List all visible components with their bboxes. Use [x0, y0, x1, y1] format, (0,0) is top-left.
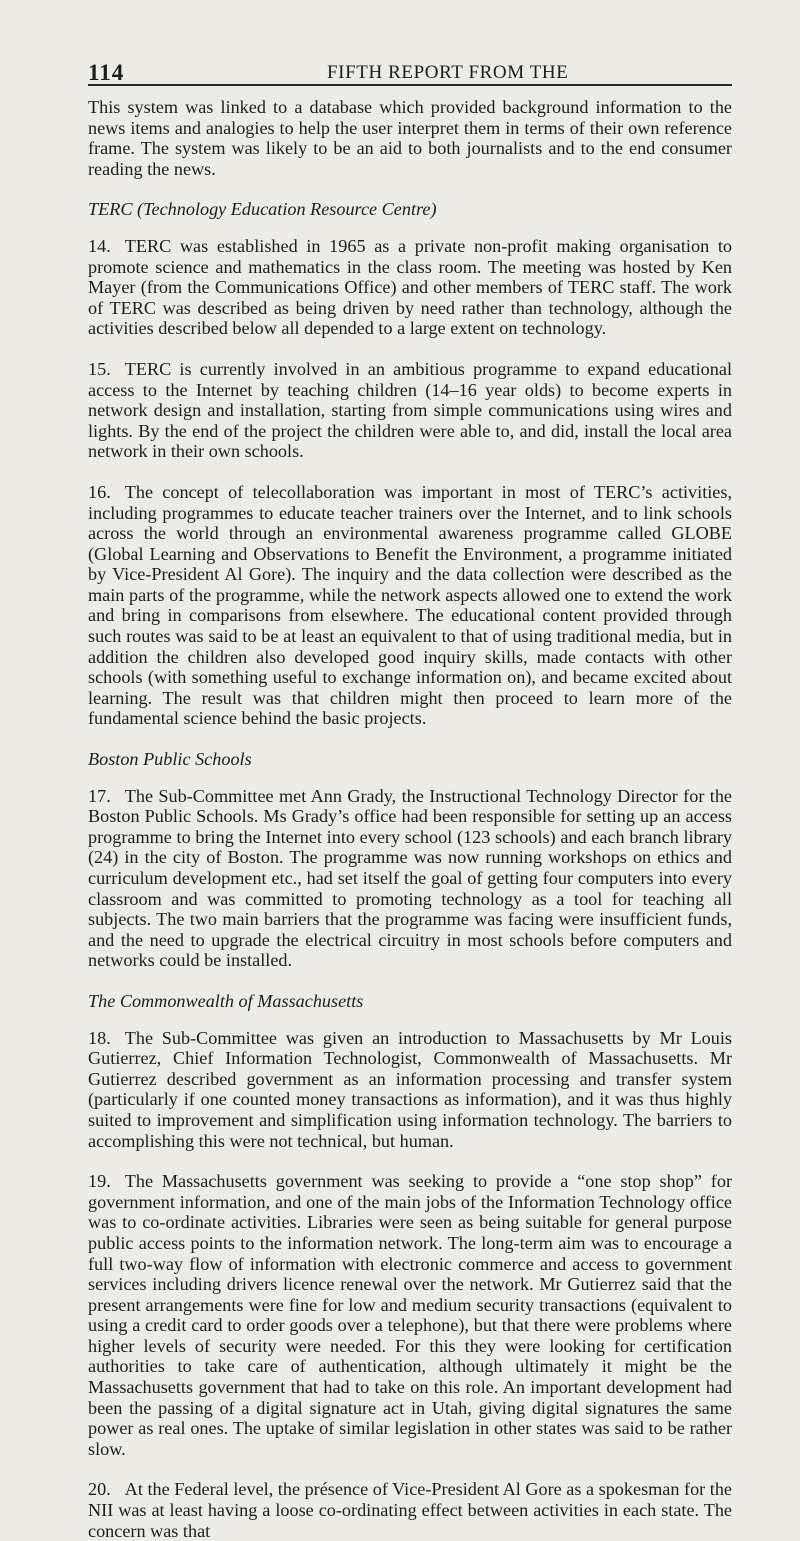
- paragraph-text: TERC was established in 1965 as a private non-profit making organisation to promote science and mathematics in the class room. The meeting was hosted by Ken Mayer (from the Communications Office) and other members of TERC staff. The work of TERC was described as being driven by need rather than technology, although the activities described below all depended to a large extent on technology.: [88, 235, 732, 339]
- paragraph-text: The Sub-Committee was given an introduction to Massachusetts by Mr Louis Gutierrez, Chief Information Technologist, Commonwealth of Massachusetts. Mr Gutierrez described government as an information processing and transfer system (particularly if one counted money transactions as information), and it was thus highly suited to improvement and simplification using information technology. The barriers to accomplishing this were not technical, but human.: [88, 1027, 732, 1151]
- paragraph-14: [88, 236, 732, 339]
- running-head: FIFTH REPORT FROM THE: [327, 62, 569, 83]
- section-heading-boston: Boston Public Schools: [88, 749, 252, 770]
- paragraph-number: 17.: [88, 785, 111, 806]
- paragraph-19: [88, 1171, 732, 1459]
- paragraph-18: [88, 1028, 732, 1152]
- section-heading-terc: TERC (Technology Education Resource Centre): [88, 199, 437, 220]
- paragraph-text: The concept of telecollaboration was important in most of TERC’s activities, including programmes to educate teacher trainers over the Internet, and to link schools across the world through an environmental awareness programme called GLOBE (Global Learning and Observations to Benefit the Environment, a programme initiated by Vice-President Al Gore). The inquiry and the data collection were described as the main parts of the programme, while the network aspects allowed one to extend the work and bring in comparisons from elsewhere. The educational content provided through such routes was said to be at least an equivalent to that of using traditional media, but in addition the children also developed good inquiry skills, made contacts with other schools (with something useful to exchange information on), and became excited about learning. The result was that children might then proceed to learn more of the fundamental science behind the basic projects.: [88, 481, 732, 729]
- paragraph-20: [88, 1479, 732, 1541]
- paragraph-number: 14.: [88, 235, 111, 256]
- paragraph-number: 16.: [88, 481, 111, 502]
- paragraph-number: 15.: [88, 358, 111, 379]
- paragraph-text: At the Federal level, the présence of Vice-President Al Gore as a spokesman for the NII was at least having a loose co-ordinating effect between activities in each state. The concern was that: [88, 1479, 732, 1541]
- intro-paragraph: This system was linked to a database which provided background information to the news items and analogies to help the user interpret them in terms of their own reference frame. The system was likely to be an aid to both journalists and to the end consumer reading the news.: [88, 97, 732, 179]
- page-header: [88, 0, 732, 83]
- paragraph-17: [88, 786, 732, 971]
- paragraph-text: The Massachusetts government was seeking to provide a “one stop shop” for government information, and one of the main jobs of the Information Technology office was to co-ordinate activities. Libraries were seen as being suitable for general purpose public access points to the information network. The long-term aim was to encourage a full two-way flow of information with electronic commerce and access to government services including drivers licence renewal over the network. Mr Gutierrez said that the present arrangements were fine for low and medium security transactions (equivalent to using a credit card to order goods over a telephone), but that there were problems where higher levels of security were needed. For this they were looking for certification authorities to take care of authentication, although ultimately it might be the Massachusetts government that had to take on this role. An important development had been the passing of a digital signature act in Utah, giving digital signatures the same power as real ones. The uptake of similar legislation in other states was said to be rather slow.: [88, 1171, 732, 1459]
- page-number: 114: [88, 60, 125, 85]
- paragraph-15: [88, 359, 732, 462]
- paragraph-number: 18.: [88, 1027, 111, 1048]
- page-body: [88, 83, 732, 1541]
- paragraph-text: TERC is currently involved in an ambitious programme to expand educational access to the Internet by teaching children (14–16 year olds) to become experts in network design and installation, starting from simple communications using wires and lights. By the end of the project the children were able to, and did, install the local area network in their own schools.: [88, 358, 732, 462]
- paragraph-number: 20.: [88, 1479, 111, 1500]
- section-heading-massachusetts: The Commonwealth of Massachusetts: [88, 990, 364, 1011]
- paragraph-text: The Sub-Committee met Ann Grady, the Instructional Technology Director for the Boston Public Schools. Ms Grady’s office had been responsible for setting up an access programme to bring the Internet into every school (123 schools) and each branch library (24) in the city of Boston. The programme was now running workshops on ethics and curriculum development etc., had set itself the goal of getting four computers into every classroom and was committed to promoting technology as a tool for teaching all subjects. The two main barriers that the programme was facing were insufficient funds, and the need to upgrade the electrical circuitry in most schools before computers and networks could be installed.: [88, 785, 732, 971]
- header-rule: [88, 84, 732, 86]
- paragraph-16: [88, 482, 732, 729]
- paragraph-number: 19.: [88, 1171, 111, 1192]
